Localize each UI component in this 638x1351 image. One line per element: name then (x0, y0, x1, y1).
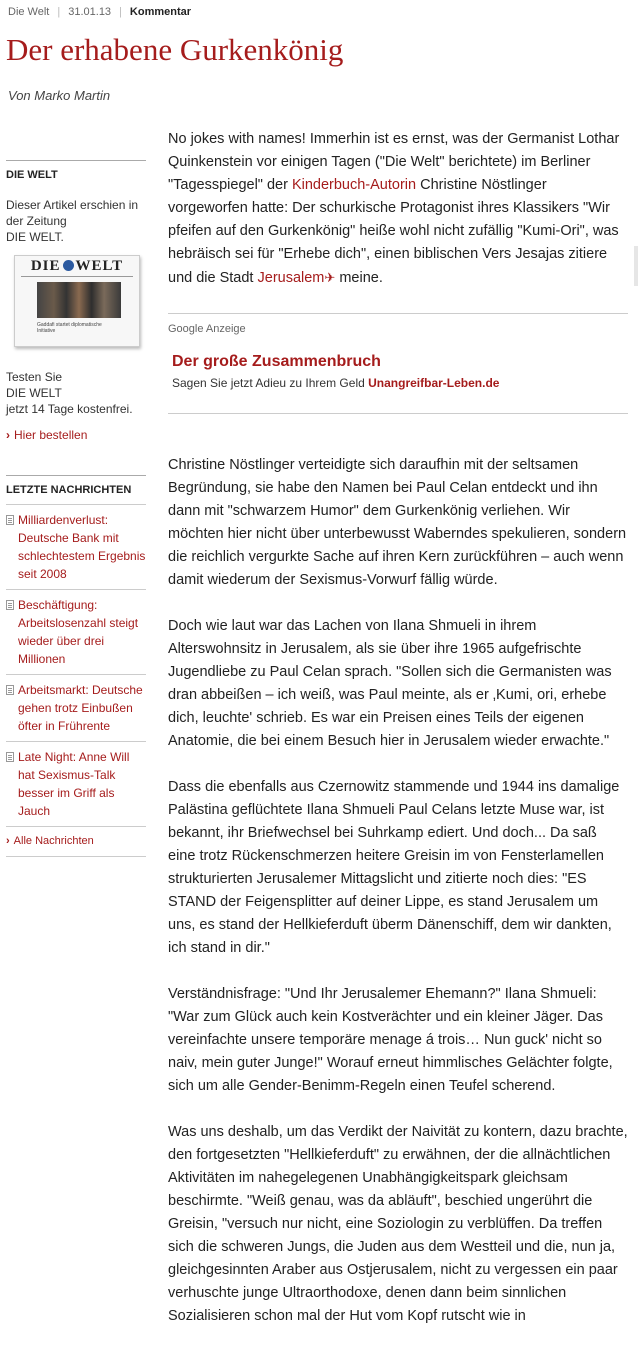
ad-label: Google Anzeige (168, 323, 246, 335)
newspaper-photo (37, 282, 121, 318)
ad-text: Sagen Sie jetzt Adieu zu Ihrem Geld Unangreifbar-Leben.de (172, 376, 500, 390)
all-news-link[interactable]: › Alle Nachrichten (6, 826, 146, 849)
source-label: Die Welt (8, 6, 50, 18)
order-link[interactable]: › Hier bestellen (6, 428, 88, 442)
document-icon (6, 685, 14, 695)
category-label: Kommentar (129, 6, 192, 18)
article-paragraph: Doch wie laut war das Lachen von Ilana Shmueli in ihrem Alterswohnsitz in Jerusalem, als sie über ihre 1965 aufgefrischte Jugendliebe zu Paul Celan sprach. "Sollen sich die Germanisten was dran abbeißen – ich weiß, was Paul meinte, als er ‚Kumi, ori, erhebe dich, leuchte' schrieb. Es war ein Preisen eines Teils der eigenen Anatomie, die bei einem Besuch hier in Jerusalem wieder erwachte." (168, 618, 612, 749)
article-paragraph: Dass die ebenfalls aus Czernowitz stammende und 1944 ins damalige Palästina geflüchtete Ilana Shmueli Paul Celans letzte Muse war, ist bekannt, ihr Briefwechsel bei Suhrkamp ediert. Und doch... Da saß eine trotz Rückenschmerzen heitere Greisin im von Fensterlamellen strukturierten Jerusalemer Mittagslicht und zitierte noch dies: "ES STAND der Feigensplitter auf deiner Lippe, es stand Jerusalem um uns, es stand der Hellkieferduft überm Dänenschiff, dem wir dankten, ich stand in dir." (168, 779, 620, 956)
scroll-marker (634, 246, 638, 286)
news-item[interactable]: Late Night: Anne Will hat Sexismus-Talk besser im Griff als Jauch (6, 741, 146, 826)
ad-title-link[interactable]: Der große Zusammenbruch (172, 353, 381, 370)
news-item[interactable]: Milliardenverlust: Deutsche Bank mit schlechtestem Ergebnis seit 2008 (6, 504, 146, 589)
newspaper-logo: DIE WELT (30, 258, 124, 274)
link-jerusalem[interactable]: Jerusalem✈ (257, 270, 336, 286)
chevron-right-icon: › (6, 428, 10, 442)
trial-offer-text: Testen Sie DIE WELT jetzt 14 Tage kostenfrei. (6, 370, 133, 416)
article-body (168, 128, 628, 1351)
sidebar-heading-die-welt: DIE WELT (6, 160, 146, 183)
latest-news-list (6, 504, 146, 826)
globe-icon (63, 260, 74, 271)
sidebar (6, 160, 146, 857)
article-paragraph: Verständnisfrage: "Und Ihr Jerusalemer Ehemann?" Ilana Shmueli: "War zum Glück auch kein Kostverächter und ein kleiner Jäger. Das vereinfachte unsere temporäre menage á trois… Nun guck' nicht so naiv, mein guter Junge!" Worauf erneut himmlisches Gelächter folgte, sich um alle Gender-Benimm-Regeln einen Teufel scherend. (168, 986, 613, 1094)
meta-bar: Die Welt | 31.01.13 | Kommentar (8, 6, 192, 18)
document-icon (6, 515, 14, 525)
link-kinderbuch-autorin[interactable]: Kinderbuch-Autorin (291, 177, 417, 193)
date-label: 31.01.13 (68, 6, 112, 18)
newspaper-thumbnail[interactable] (14, 255, 140, 347)
article-paragraph: No jokes with names! Immerhin ist es ernst, was der Germanist Lothar Quinkenstein vor einigen Tagen ("Die Welt" berichtete) im Berliner "Tagesspiegel" der Kinderbuch-Autorin Christine Nöstlinger vorgeworfen hatte: Der schurkische Protagonist ihres Klassikers "Wir pfeifen auf den Gurkenkönig" heiße wohl nicht zufällig "Kumi-Ori", was hebräisch sei für "Erhebe dich", einen biblischen Vers Jesajas zitiere und die Stadt Jerusalem✈ meine. (168, 131, 620, 286)
google-ad (168, 313, 628, 414)
document-icon (6, 600, 14, 610)
ad-url-link[interactable]: Unangreifbar-Leben.de (368, 376, 500, 390)
latest-news-heading: LETZTE NACHRICHTEN (6, 475, 146, 498)
news-item[interactable]: Arbeitsmarkt: Deutsche gehen trotz Einbußen öfter in Frührente (6, 674, 146, 741)
article-paragraph: Christine Nöstlinger verteidigte sich daraufhin mit der seltsamen Begründung, sie habe den Namen bei Paul Celan entdeckt und ihn dann mit "schwarzem Humor" dem Gurkenkönig verliehen. Wir möchten hier nicht über unterbewusst Waberndes spekulieren, sondern die reichlich vergurkte Sache auf ihren Kern zurückführen – auch wenn damit wiederum der Sexismus-Vorwurf fällig würde. (168, 457, 627, 588)
airplane-icon: ✈ (324, 270, 336, 285)
document-icon (6, 752, 14, 762)
news-item[interactable]: Beschäftigung: Arbeitslosenzahl steigt wieder über drei Millionen (6, 589, 146, 674)
print-edition-note: Dieser Artikel erschien in der Zeitung DIE WELT. (6, 198, 139, 244)
newspaper-headline: Gaddafi startet diplomatische Initiative (37, 322, 102, 334)
chevron-right-icon: › (6, 835, 10, 847)
page-title: Der erhabene Gurkenkönig (6, 32, 344, 67)
author-byline: Von Marko Martin (8, 88, 111, 103)
article-paragraph: Was uns deshalb, um das Verdikt der Naivität zu kontern, dazu brachte, den fortgesetzten "Hellkieferduft" zu erwähnen, der die allnächtlichen Aktivitäten im nahegelegenen Unabhängigkeitspark gleichsam beschirmte. "Weiß genau, was da abläuft", beschied ungerührt die Greisin, "versuch nur nicht, eine Soziologin zu verblüffen. Da treffen sich die schweren Jungs, die Juden aus dem Westteil und die, nun ja, gleichgesinnten Araber aus Ostjerusalem, nicht zu vergessen ein paar verhuschte junge Ultraorthodoxe, denen dann beim sinnlichen Sozialisieren schon mal der Hut vom Kopf rutscht wie in (168, 1124, 628, 1324)
